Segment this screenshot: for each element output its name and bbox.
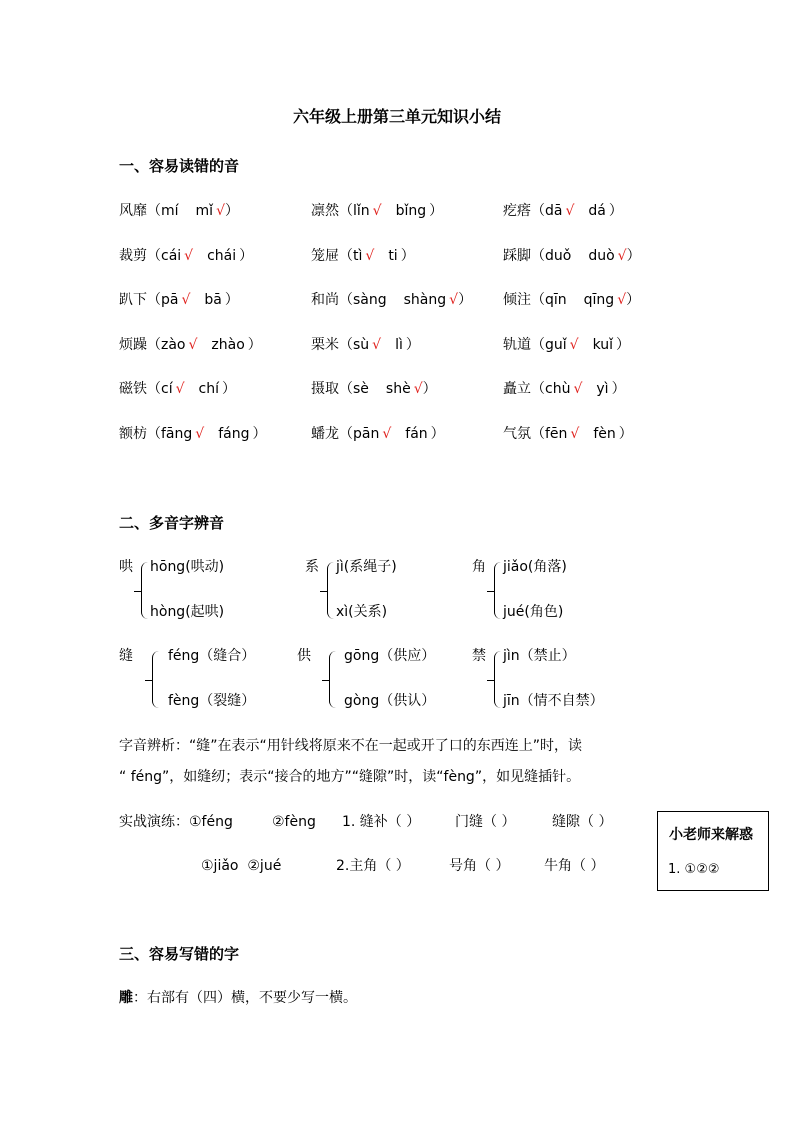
pron-option-1: pā [161,292,179,308]
pron-option-2: fáng [218,426,250,442]
pron-word: 倾注（ [503,292,545,308]
pron-option-2: qīng [583,292,615,308]
polyphone-reading-1: jì(系绳子) [336,559,397,575]
pron-option-1: duǒ [545,248,572,264]
check-mark: √ [449,292,459,308]
answer-box [657,811,769,891]
pron-word: 额枋（ [119,426,161,442]
pron-close: ） [224,292,239,308]
polyphone-reading-1: jìn（禁止） [503,648,576,664]
pron-close: ） [616,337,631,353]
pron-item [311,293,472,307]
analysis-line-1: 字音辨析：“缝”在表示“用针线将原来不在一起或开了口的东西连上”时，读 [119,738,583,754]
polyphone-char: 哄 [119,559,133,575]
check-mark: √ [372,203,382,219]
pron-item [119,204,239,218]
analysis-line-2: “ féng”，如缝纫；表示“接合的地方”“缝隙”时，读“fèng”，如见缝插针。 [119,769,581,785]
check-mark: √ [372,337,382,353]
check-mark: √ [216,203,225,219]
polyphone-char: 禁 [472,648,486,664]
polyphone-char: 供 [297,648,311,664]
check-mark: √ [365,248,375,264]
pron-option-2: chái [207,248,237,264]
practice-question-1c: 缝隙（ ） [552,814,613,830]
pron-option-1: qīn [545,292,567,308]
pron-close: ） [239,248,254,264]
section-heading-misread: 一、容易读错的音 [119,157,240,175]
section-heading-polyphone: 二、多音字辨音 [119,514,225,532]
pron-word: 和尚（ [311,292,353,308]
pron-word: 踩脚（ [503,248,545,264]
pron-option-2: chí [198,381,219,397]
pron-option-2: duò [588,248,615,264]
pron-word: 笼屉（ [311,248,353,264]
practice-question-1b: 门缝（ ） [455,814,516,830]
check-mark: √ [573,381,583,397]
polyphone-reading-2: hòng(起哄) [150,604,225,620]
pron-item [119,249,253,263]
pron-item [503,293,640,307]
page-title: 六年级上册第三单元知识小结 [292,107,501,126]
practice-option-2: ②fèng [272,814,316,830]
pron-item [119,427,266,441]
pron-option-2: zhào [211,337,245,353]
pron-item [311,382,437,396]
pron-item [503,338,630,352]
check-mark: √ [188,337,198,353]
polyphone-reading-2: xì(关系) [336,604,388,620]
pron-item [503,204,623,218]
pron-option-1: chù [545,381,571,397]
practice-question-1: 1. 缝补（ ） [342,814,421,830]
miswrite-item [119,991,357,1005]
pron-option-2: dá [588,203,606,219]
pron-option-2: bǐng [395,203,427,219]
pron-option-2: kuǐ [592,337,614,353]
pron-word: 趴下（ [119,292,161,308]
pron-close: ） [608,203,623,219]
miswrite-text: ：右部有（四）横，不要少写一横。 [133,990,357,1006]
pron-option-1: mí [161,203,179,219]
pron-word: 风靡（ [119,203,161,219]
pron-option-1: guǐ [545,337,567,353]
practice-question-2: 2.主角（ ） [336,858,410,874]
pron-close: ） [400,248,415,264]
pron-close: ） [405,337,420,353]
pron-option-1: cái [161,248,182,264]
pron-close: ） [458,292,473,308]
polyphone-reading-2: gòng（供认） [344,693,436,709]
pron-item [311,249,415,263]
practice-question-2c: 牛角（ ） [544,858,605,874]
pron-word: 疙瘩（ [503,203,545,219]
pron-item [311,338,420,352]
pron-close: ） [626,292,641,308]
pron-close: ） [626,248,641,264]
pron-word: 摄取（ [311,381,353,397]
pron-option-2: bā [204,292,222,308]
pron-option-1: cí [161,381,173,397]
pron-word: 蟠龙（ [311,426,353,442]
pron-word: 磁铁（ [119,381,161,397]
check-mark: √ [570,426,580,442]
answer-box-text: 1. ①②② [668,862,720,877]
polyphone-char: 缝 [119,648,133,664]
pron-item [311,204,443,218]
pron-close: ） [422,381,437,397]
pron-close: ） [247,337,262,353]
polyphone-reading-2: jīn（情不自禁） [503,693,604,709]
check-mark: √ [617,292,627,308]
miswrite-char: 雕 [119,990,133,1006]
pron-close: ） [221,381,236,397]
check-mark: √ [184,248,194,264]
check-mark: √ [569,337,579,353]
pron-close: ） [430,426,445,442]
pron-item [119,338,262,352]
pron-option-2: ti [388,248,398,264]
polyphone-reading-1: hōng(哄动) [150,559,225,575]
pron-word: 烦躁（ [119,337,161,353]
brace-icon [152,651,163,708]
polyphone-reading-1: féng（缝合） [168,648,256,664]
check-mark: √ [565,203,575,219]
polyphone-reading-2: fèng（裂缝） [168,693,256,709]
pron-option-1: sàng [353,292,387,308]
pron-word: 气氛（ [503,426,545,442]
check-mark: √ [413,381,423,397]
pron-option-1: pān [353,426,380,442]
pron-item [503,427,633,441]
pron-option-2: yì [596,381,609,397]
polyphone-reading-2: jué(角色) [503,604,564,620]
pron-option-2: mǐ [195,203,214,219]
pron-option-1: zào [161,337,186,353]
check-mark: √ [617,248,627,264]
pron-close: ） [429,203,444,219]
pron-option-2: shè [385,381,411,397]
polyphone-char: 角 [472,559,486,575]
pron-item [119,293,239,307]
pron-option-1: tì [353,248,363,264]
practice-options-2: ①jiǎo ②jué [201,858,282,874]
polyphone-reading-1: jiǎo(角落) [503,559,567,575]
check-mark: √ [175,381,185,397]
pron-word: 凛然（ [311,203,353,219]
pron-option-1: sù [353,337,370,353]
pron-option-1: lǐn [353,203,370,219]
pron-option-1: sè [353,381,369,397]
pron-option-1: dā [545,203,563,219]
polyphone-reading-1: gōng（供应） [344,648,436,664]
check-mark: √ [181,292,191,308]
check-mark: √ [195,426,205,442]
check-mark: √ [382,426,392,442]
polyphone-char: 系 [305,559,319,575]
pron-word: 裁剪（ [119,248,161,264]
pron-option-2: fán [405,426,428,442]
pron-item [311,427,445,441]
pron-close: ） [611,381,626,397]
pron-option-2: lì [395,337,403,353]
pron-option-1: fēn [545,426,568,442]
pron-close: ） [252,426,267,442]
answer-box-title: 小老师来解惑 [669,827,753,843]
pron-option-2: fèn [593,426,616,442]
pron-close: ） [618,426,633,442]
pron-close: ） [224,203,239,219]
practice-question-2b: 号角（ ） [449,858,510,874]
pron-word: 矗立（ [503,381,545,397]
pron-option-1: fāng [161,426,193,442]
pron-word: 轨道（ [503,337,545,353]
practice-label: 实战演练：①féng [119,814,233,830]
pron-item [119,382,236,396]
pron-option-2: shàng [403,292,447,308]
section-heading-miswrite: 三、容易写错的字 [119,945,240,963]
pron-word: 栗米（ [311,337,353,353]
brace-icon [329,651,340,708]
pron-item [503,382,626,396]
pron-item [503,249,641,263]
